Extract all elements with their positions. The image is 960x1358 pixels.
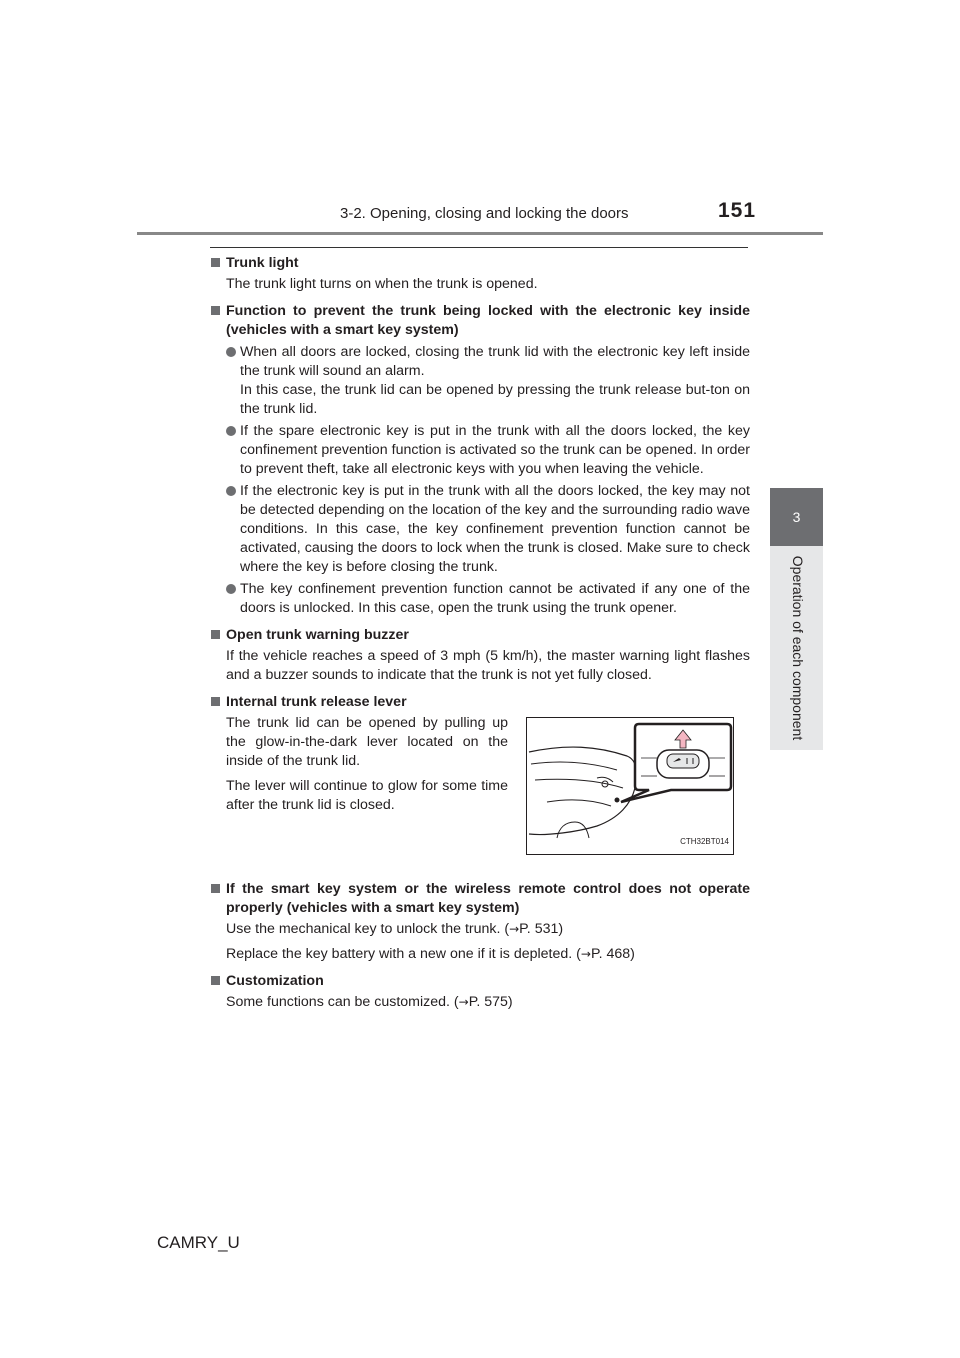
footer-model-code: CAMRY_U	[157, 1233, 240, 1252]
square-bullet-icon	[211, 976, 220, 985]
smart-key-line-1: Use the mechanical key to unlock the trunk. (→P. 531)	[226, 921, 564, 937]
square-bullet-icon	[211, 697, 220, 706]
heading-customization: Customization	[210, 972, 750, 991]
arrow-right-icon: →	[458, 995, 469, 1009]
round-bullet-icon	[226, 347, 236, 357]
trunk-lever-illustration	[526, 717, 734, 855]
arrow-right-icon: →	[509, 922, 520, 936]
smart-key-line-2: Replace the key battery with a new one if it is depleted. (→P. 468)	[226, 946, 635, 962]
page-reference-575[interactable]: P. 575)	[468, 994, 513, 1010]
bullet-item: The key confinement prevention function cannot be activated if any one of the doors is unlocked. In this case, open the trunk using the trunk opener.	[210, 580, 750, 618]
round-bullet-icon	[226, 486, 236, 496]
heading-smart-key: If the smart key system or the wireless remote control does not operate properly (vehicles with a smart key system)	[210, 880, 750, 918]
square-bullet-icon	[211, 630, 220, 639]
warning-buzzer-body: If the vehicle reaches a speed of 3 mph (5 km/h), the master warning light flashes and a buzzer sounds to indicate that the trunk is not yet fully closed.	[226, 648, 750, 683]
square-bullet-icon	[211, 306, 220, 315]
bullet-item: If the spare electronic key is put in the trunk with all the doors locked, the key confinement prevention function is activated so the trunk can be opened. In order to prevent theft, take all electronic keys with you when leaving the vehicle.	[210, 422, 750, 479]
page-reference-468[interactable]: P. 468)	[590, 946, 635, 962]
page-reference-531[interactable]: P. 531)	[519, 921, 564, 937]
heading-trunk-light: Trunk light	[210, 254, 750, 273]
illustration-code: CTH32BT014	[680, 837, 729, 846]
release-lever-para-1: The trunk lid can be opened by pulling up the glow-in-the-dark lever located on the inside of the trunk lid.	[226, 715, 508, 769]
release-lever-para-2: The lever will continue to glow for some time after the trunk lid is closed.	[226, 778, 508, 813]
square-bullet-icon	[211, 258, 220, 267]
trunk-light-body: The trunk light turns on when the trunk is opened.	[226, 276, 538, 292]
round-bullet-icon	[226, 584, 236, 594]
heading-warning-buzzer: Open trunk warning buzzer	[210, 626, 750, 645]
round-bullet-icon	[226, 426, 236, 436]
bullet-item: When all doors are locked, closing the trunk lid with the electronic key left inside the trunk will sound an alarm. In this case, the trunk lid can be opened by pressing the trunk release but-ton on the trunk lid.	[210, 343, 750, 419]
chapter-label: Operation of each component	[790, 555, 806, 741]
heading-prevent-lock: Function to prevent the trunk being locked with the electronic key inside (vehicles with a smart key system)	[210, 302, 750, 340]
page-content	[210, 254, 750, 1012]
chapter-tab: 3	[770, 488, 823, 546]
heading-release-lever: Internal trunk release lever	[210, 693, 750, 712]
bullet-item: If the electronic key is put in the trunk with all the doors locked, the key may not be detected depending on the location of the key and the surrounding radio wave conditions. In this case, the key confinement prevention function cannot be activated, causing the doors to lock when the trunk is closed. Make sure to check where the key is before closing the trunk.	[210, 482, 750, 577]
page-number: 151	[718, 199, 757, 222]
header-section-title: 3-2. Opening, closing and locking the doors	[340, 205, 629, 222]
release-lever-text	[226, 714, 508, 821]
customization-body: Some functions can be customized. (→P. 575)	[226, 994, 513, 1010]
header-rule	[137, 232, 823, 235]
release-lever-row	[210, 714, 750, 872]
section-rule	[210, 247, 748, 248]
arrow-right-icon: →	[580, 947, 591, 961]
square-bullet-icon	[211, 884, 220, 893]
